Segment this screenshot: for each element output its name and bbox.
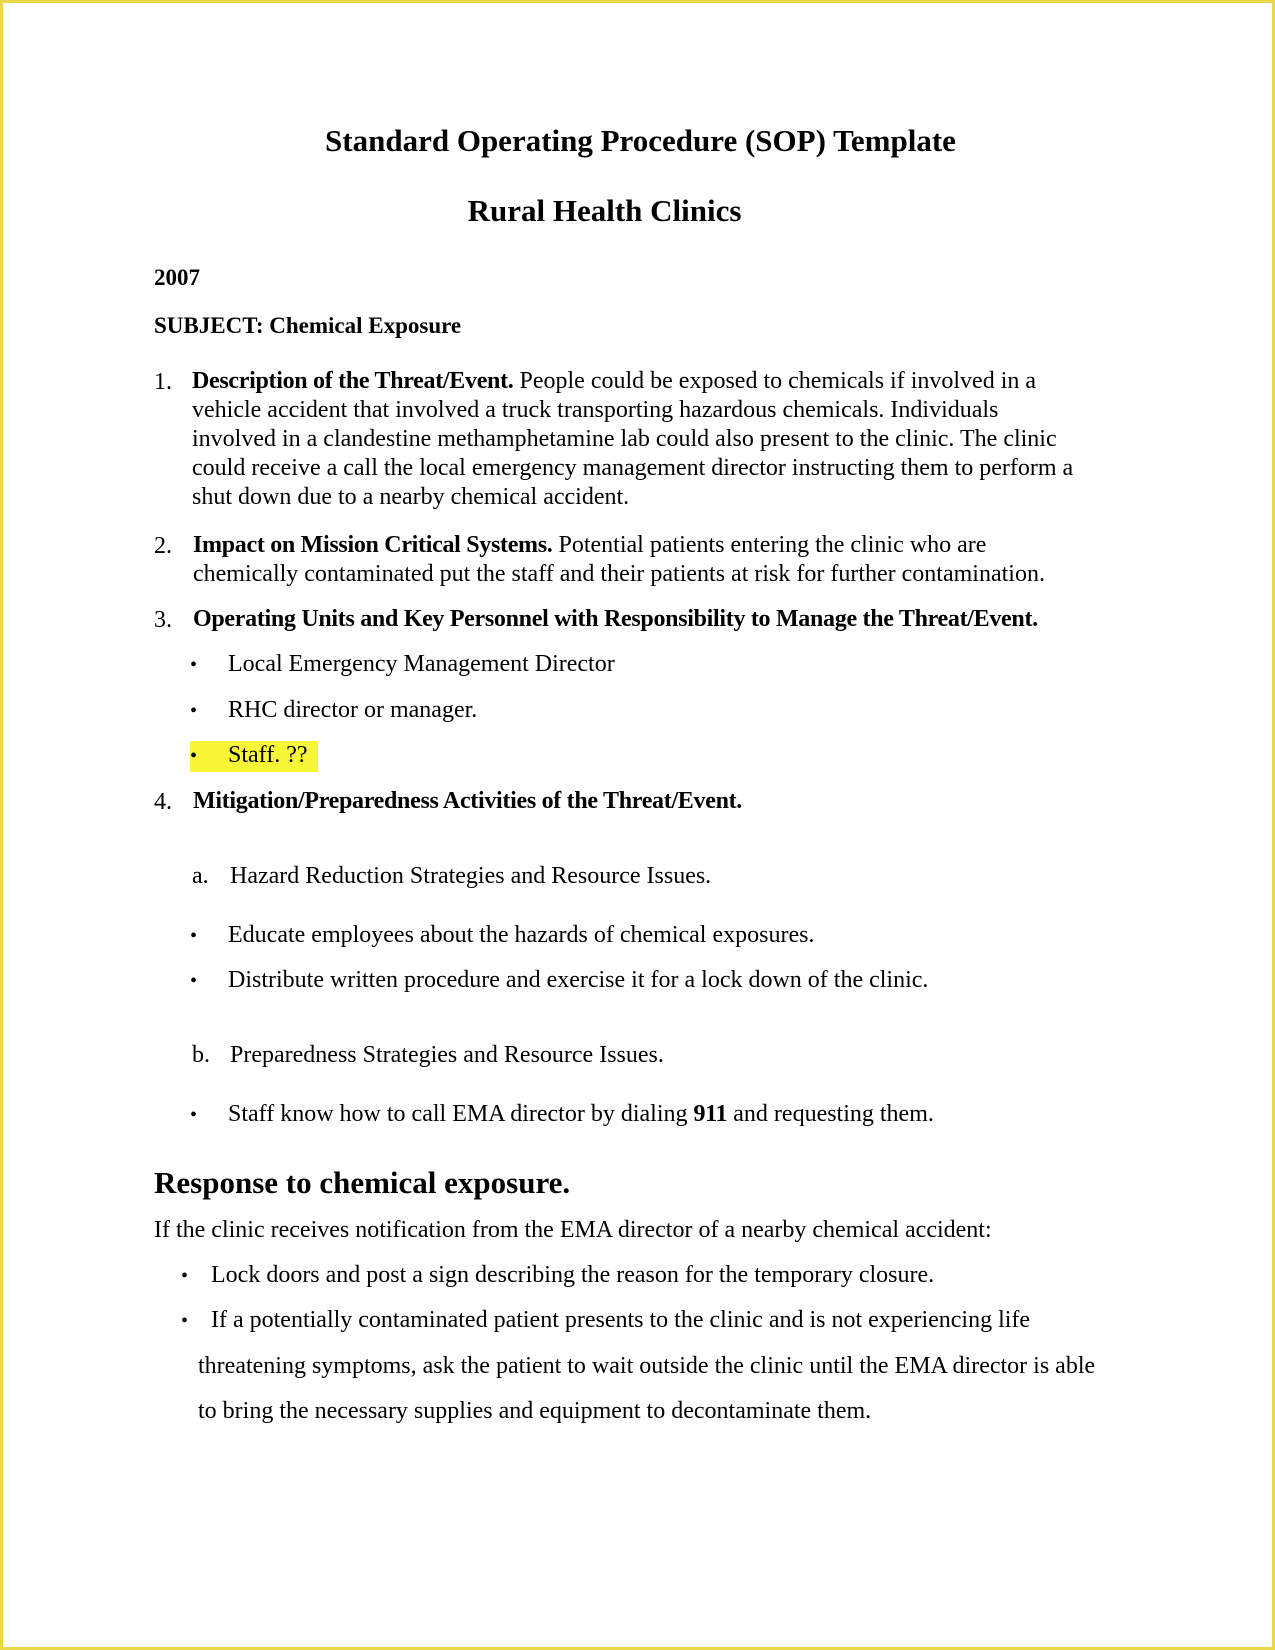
bullet-icon: • <box>190 745 198 767</box>
section-1-body <box>192 367 1073 512</box>
subsection-b-label: Preparedness Strategies and Resource Issues. <box>230 1042 664 1068</box>
preparedness-item-text: Staff know how to call EMA director by dialing <box>228 1101 694 1127</box>
bullet-icon: • <box>181 1265 189 1287</box>
bullet-icon: • <box>190 925 198 947</box>
section-2-heading: Impact on Mission Critical Systems. <box>193 532 553 558</box>
document-year: 2007 <box>154 265 200 290</box>
section-1-line-3: involved in a clandestine methamphetamine lab could also present to the clinic. The clinic <box>192 426 1057 452</box>
preparedness-item-text-end: and requesting them. <box>727 1101 934 1127</box>
emergency-number: 911 <box>693 1101 728 1127</box>
personnel-item: Local Emergency Management Director <box>228 651 615 677</box>
section-2-line-1 <box>193 531 1045 560</box>
section-3-heading: Operating Units and Key Personnel with Responsibility to Manage the Threat/Event. <box>193 606 1038 632</box>
response-step-line-1: If a potentially contaminated patient presents to the clinic and is not experiencing life <box>211 1307 1031 1333</box>
section-3-number: 3. <box>154 607 172 633</box>
section-2-number: 2. <box>154 533 172 559</box>
section-1-line-2: vehicle accident that involved a truck transporting hazardous chemicals. Individuals <box>192 397 999 423</box>
subsection-a-letter: a. <box>192 863 209 889</box>
document-subject: SUBJECT: Chemical Exposure <box>154 313 462 338</box>
preparedness-item <box>228 1101 934 1128</box>
response-step-line-3: to bring the necessary supplies and equipment to decontaminate them. <box>198 1398 872 1424</box>
response-heading: Response to chemical exposure. <box>154 1165 571 1200</box>
section-1-line-5: shut down due to a nearby chemical accident. <box>192 484 630 510</box>
mitigation-item: Distribute written procedure and exercise it for a lock down of the clinic. <box>228 967 929 993</box>
subsection-a-label: Hazard Reduction Strategies and Resource Issues. <box>230 863 712 889</box>
bullet-icon: • <box>181 1310 189 1332</box>
response-step: Lock doors and post a sign describing the reason for the temporary closure. <box>211 1262 935 1288</box>
subsection-b-letter: b. <box>192 1042 210 1068</box>
bullet-icon: • <box>190 970 198 992</box>
document-title: Standard Operating Procedure (SOP) Template <box>325 123 956 158</box>
document-subtitle: Rural Health Clinics <box>467 193 742 228</box>
section-1-line-1 <box>192 367 1073 396</box>
response-intro: If the clinic receives notification from the EMA director of a nearby chemical accident: <box>154 1217 992 1243</box>
section-4-number: 4. <box>154 789 172 815</box>
mitigation-item: Educate employees about the hazards of chemical exposures. <box>228 922 815 948</box>
bullet-icon: • <box>190 700 198 722</box>
section-1-heading: Description of the Threat/Event. <box>192 368 514 394</box>
response-step-line-2: threatening symptoms, ask the patient to wait outside the clinic until the EMA director is able <box>198 1353 1096 1379</box>
section-1-number: 1. <box>154 369 172 395</box>
bullet-icon: • <box>190 1104 198 1126</box>
section-4-heading: Mitigation/Preparedness Activities of the Threat/Event. <box>193 788 743 814</box>
section-2-line-1-text: Potential patients entering the clinic who are <box>552 532 987 558</box>
section-2-body <box>193 531 1045 589</box>
section-1-line-1-text: People could be exposed to chemicals if involved in a <box>513 368 1037 394</box>
section-1-line-4: could receive a call the local emergency management director instructing them to perform a <box>192 455 1074 481</box>
personnel-item: RHC director or manager. <box>228 697 478 723</box>
personnel-item-highlighted: Staff. ?? <box>228 742 308 768</box>
bullet-icon: • <box>190 654 198 676</box>
section-2-line-2: chemically contaminated put the staff and their patients at risk for further contamination. <box>193 561 1045 587</box>
